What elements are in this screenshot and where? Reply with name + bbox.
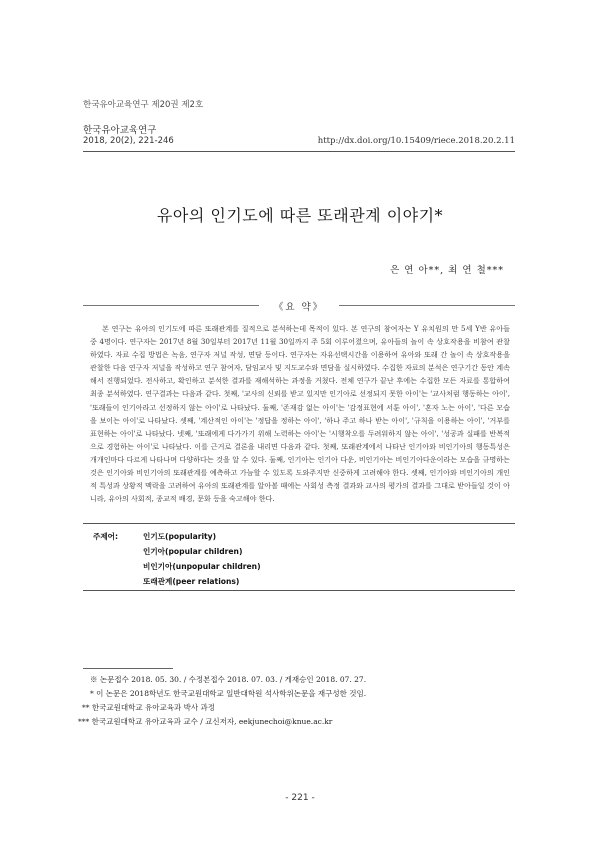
running-header: 한국유아교육연구 제20권 제2호 [83, 100, 204, 110]
footnote-item: * 이 논문은 2018학년도 한국교원대학교 일반대학원 석사학위논문을 재구성한 것임. [90, 689, 367, 698]
keywords-block [83, 531, 515, 641]
footnote-item: *** 한국교원대학교 유아교육과 교수 / 교신저자, eekjunechoi@knue.ac.kr [78, 717, 333, 726]
keyword-item: 인기아(popular children) [143, 547, 243, 556]
authors: 은 연 아**, 최 연 철*** [390, 265, 504, 276]
doi-link[interactable]: http://dx.doi.org/10.15409/riece.2018.20.2.11 [317, 136, 515, 146]
journal-volume-info: 2018, 20(2), 221-246 [83, 136, 174, 146]
footnote-rule [83, 668, 173, 669]
keyword-item: 인기도(popularity) [143, 532, 217, 541]
abstract-text: 본 연구는 유아의 인기도에 따른 또래관계를 질적으로 분석하는데 목적이 있다. 본 연구의 참여자는 Y 유치원의 만 5세 Y반 유아들 중 4명이다. 연구자는 2017년 8월 30일부터 2017년 11월 30일까지 주 5회 이루어졌으며, 유아들의 놀이 속 상호작용을 비참여 관찰하였다. 자료 수집 방법은 녹음, 연구자 저널 작성, 면담 등이다. 연구자는 자유선택시간을 이용하여 유아와 또래 간 놀이 속 상호작용을 관찰한 다음 연구자 저널을 작성하고 연구 참여자, 담임교사 및 지도교수와 면담을 실시하였다. 수집한 자료의 분석은 연구기간 동안 계속해서 진행되었다. 전사하고, 확인하고 분석한 결과를 재해석하는 과정을 거쳤다. 전체 연구가 끝난 후에는 수집한 모든 자료를 통합하여 최종 분석하였다. 연구결과는 다음과 같다. 첫째, '교사의 신뢰를 받고 있지만 인기아로 선정되지 못한 아이'는 '교사처럼 행동하는 아이', '또래들이 인기아라고 선정하지 않는 아이'로 나타났다. 둘째, '존재감 없는 아이'는 '감정표현에 서툰 아이', '혼자 노는 아이', '다른 모습을 보이는 아이'로 나타났다. 셋째, '계산적인 아이'는 '정답을 정하는 아이', '하나 주고 하나 받는 아이', '규칙을 이용하는 아이', '거부를 표현하는 아이'로 나타났다. 넷째, '또래에게 다가가기 위해 노력하는 아이'는 '시행착오를 두려워하지 않는 아이', '성공과 실패를 반복적으로 경험하는 아이'로 나타났다. 이를 근거로 결론을 내리면 다음과 같다. 첫째, 또래관계에서 나타난 인기아와 비인기아의 행동특성은 개개인마다 다르게 나타나며 다양하다는 것을 알 수 있다. 둘째, 인기아는 인기아 다운, 비인기아는 비인기아다운이라는 모습을 규명하는 것은 인기아와 비인기아의 또래관계를 예측하고 가늠할 수 있도록 도와주지만 신중하게 고려해야 한다. 셋째, 인기아와 비인기아의 개인적 특성과 상황적 맥락을 고려하여 유아의 또래관계를 알아볼 때에는 사회성 측정 결과와 교사의 평가의 결과를 그대로 받아들일 것이 아니라, 유아의 사회적, 종교적 배경, 문화 등을 숙고해야 한다. [90, 324, 510, 504]
keywords-label: 주제어: [93, 532, 119, 541]
footnote-item: ※ 논문접수 2018. 05. 30. / 수정본접수 2018. 07. 03. / 게재승인 2018. 07. 27. [90, 675, 367, 684]
journal-name: 한국유아교육연구 [83, 125, 157, 136]
footnote-item: ** 한국교원대학교 유아교육과 박사 과정 [82, 703, 215, 712]
abstract-bottom-rule [83, 523, 515, 524]
page-number: - 221 - [285, 793, 315, 803]
abstract-heading-label: 《요 약》 [273, 302, 325, 313]
abstract-heading [83, 299, 515, 311]
header-rule [83, 151, 515, 152]
keyword-item: 또래관계(peer relations) [143, 577, 240, 586]
footnotes [78, 674, 520, 754]
paper-title: 유아의 인기도에 따른 또래관계 이야기* [156, 206, 444, 225]
keywords-bottom-rule [83, 590, 515, 591]
keyword-item: 비인기아(unpopular children) [143, 562, 261, 571]
